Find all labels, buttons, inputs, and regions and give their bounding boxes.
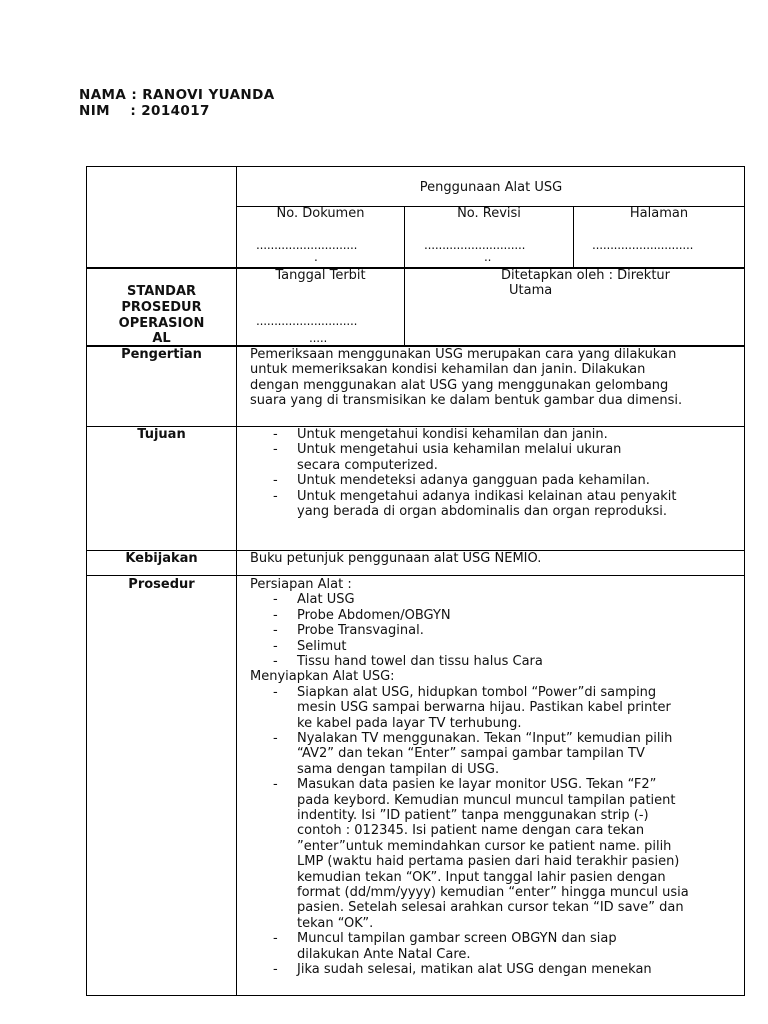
- pengertian-label: Pengertian: [121, 347, 202, 362]
- no-dokumen-blank-2: .: [314, 250, 318, 264]
- list-item: - Untuk mengetahui usia kehamilan melalui ukuran secara computerized.: [250, 442, 742, 473]
- list-item: - Probe Abdomen/OBGYN: [250, 608, 742, 623]
- no-dokumen-blank: ............................: [256, 238, 358, 252]
- sop-label: STANDAR PROSEDUR OPERASION AL: [118, 284, 205, 347]
- tanggal-terbit-blank-2: .....: [309, 331, 328, 345]
- ditetapkan-oleh: Ditetapkan oleh : Direktur Utama: [501, 268, 671, 299]
- halaman-label: Halaman: [629, 206, 689, 221]
- persiapan-list: [250, 592, 742, 669]
- list-item: - Siapkan alat USG, hidupkan tombol “Power”di samping mesin USG sampai berwarna hijau. Pastikan kabel printer ke kabel pada layar TV terhubung.: [250, 685, 742, 731]
- persiapan-heading: Persiapan Alat :: [250, 577, 352, 592]
- student-nim: NIM : 2014017: [79, 103, 210, 119]
- list-item: - Tissu hand towel dan tissu halus Cara: [250, 654, 742, 669]
- list-item: - Untuk mendeteksi adanya gangguan pada kehamilan.: [250, 473, 742, 488]
- list-item: - Untuk mengetahui adanya indikasi kelainan atau penyakit yang berada di organ abdominalis dan organ reproduksi.: [250, 489, 742, 520]
- kebijakan-text: Buku petunjuk penggunaan alat USG NEMIO.: [250, 551, 542, 566]
- pengertian-text: Pemeriksaan menggunakan USG merupakan cara yang dilakukan untuk memeriksakan kondisi kehamilan dan janin. Dilakukan dengan menggunakan alat USG yang menggunakan gelombang suara yang di transmisikan ke dalam bentuk gambar dua dimensi.: [250, 347, 683, 409]
- menyiapkan-list: [250, 685, 742, 978]
- no-revisi-blank-2: ..: [484, 250, 492, 264]
- student-name: NAMA : RANOVI YUANDA: [79, 87, 275, 103]
- list-item: - Probe Transvaginal.: [250, 623, 742, 638]
- list-item: - Nyalakan TV menggunakan. Tekan “Input” kemudian pilih “AV2” dan tekan “Enter” sampai gambar tampilan TV sama dengan tampilan di USG.: [250, 731, 742, 777]
- list-item: - Jika sudah selesai, matikan alat USG dengan menekan: [250, 962, 742, 977]
- halaman-blank: ............................: [592, 238, 694, 252]
- list-item: - Muncul tampilan gambar screen OBGYN dan siap dilakukan Ante Natal Care.: [250, 931, 742, 962]
- tujuan-list: [250, 427, 742, 519]
- no-revisi-label: No. Revisi: [457, 206, 521, 221]
- tujuan-label: Tujuan: [137, 427, 186, 442]
- list-item: - Masukan data pasien ke layar monitor USG. Tekan “F2” pada keybord. Kemudian muncul muncul tampilan patient indentity. Isi ”ID patient” tanpa menggunakan strip (-) contoh : 012345. Isi patient name dengan cara tekan ”enter”untuk memindahkan cursor ke patient name. pilih LMP (waktu haid pertama pasien dari haid terakhir pasien) kemudian tekan “OK”. Input tanggal lahir pasien dengan format (dd/mm/yyyy) kemudian “enter” hingga muncul usia pasien. Setelah selesai arahkan cursor tekan “ID save” dan tekan “OK”.: [250, 777, 742, 931]
- tanggal-terbit-label: Tanggal Terbit: [275, 268, 366, 283]
- list-item: - Alat USG: [250, 592, 742, 607]
- no-dokumen-label: No. Dokumen: [276, 206, 365, 221]
- document-title: Penggunaan Alat USG: [419, 180, 563, 195]
- tanggal-terbit-blank: ............................: [256, 314, 358, 328]
- list-item: - Selimut: [250, 639, 742, 654]
- no-revisi-blank: ............................: [424, 238, 526, 252]
- kebijakan-label: Kebijakan: [125, 551, 198, 566]
- list-item: - Untuk mengetahui kondisi kehamilan dan janin.: [250, 427, 742, 442]
- menyiapkan-heading: Menyiapkan Alat USG:: [250, 669, 395, 685]
- prosedur-label: Prosedur: [128, 577, 195, 592]
